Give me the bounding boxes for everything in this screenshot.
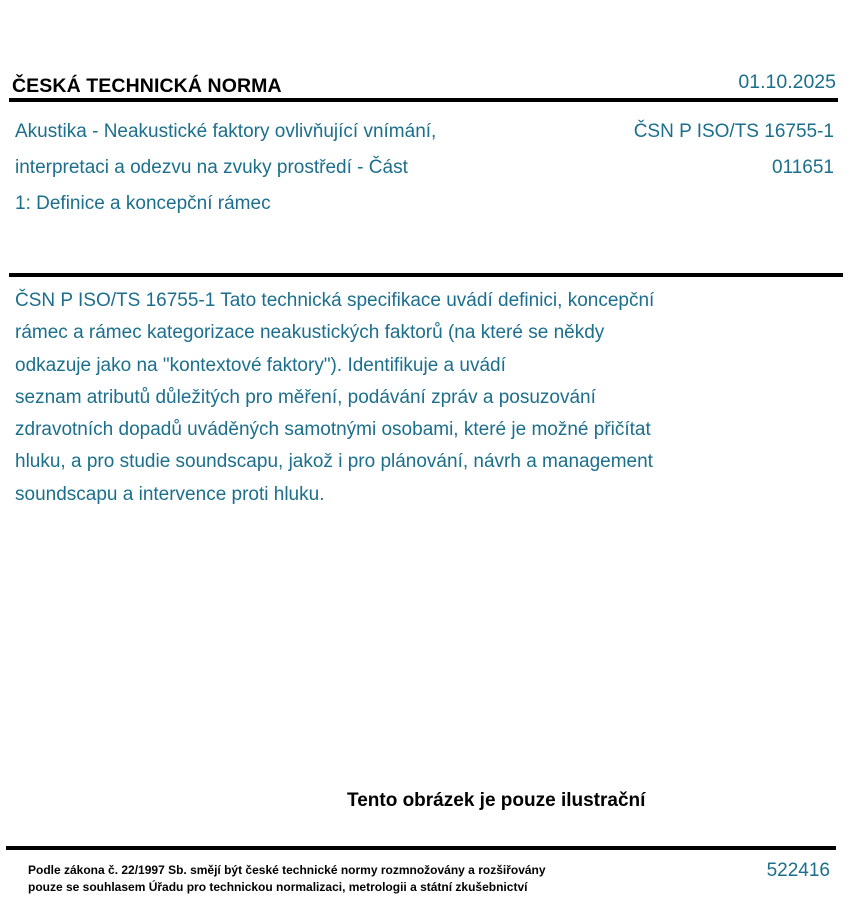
abstract-line: rámec a rámec kategorizace neakustických faktorů (na které se někdy — [15, 322, 605, 344]
abstract-line: odkazuje jako na "kontextové faktory"). Identifikuje a uvádí — [15, 354, 506, 376]
abstract-line: soundscapu a intervence proti hluku. — [15, 483, 325, 505]
abstract-line: seznam atributů důležitých pro měření, podávání zpráv a posuzování — [15, 386, 596, 408]
abstract-line: zdravotních dopadů uváděných samotnými osobami, které je možné přičítat — [15, 419, 651, 441]
standard-title — [15, 114, 515, 222]
abstract-line: ČSN P ISO/TS 16755-1 Tato technická specifikace uvádí definici, koncepční — [15, 290, 655, 311]
legal-notice — [28, 862, 546, 895]
header-divider — [9, 98, 838, 102]
footer-divider — [6, 846, 836, 850]
section-divider — [9, 273, 843, 277]
document-header-title: ČESKÁ TECHNICKÁ NORMA — [12, 75, 282, 97]
abstract-text — [15, 285, 750, 511]
publication-date: 01.10.2025 — [738, 71, 836, 93]
abstract-line: hluku, a pro studie soundscapu, jakož i pro plánování, návrh a management — [15, 451, 653, 473]
standard-title-line: Akustika - Neakustické faktory ovlivňující vnímání, — [15, 121, 437, 142]
legal-notice-line: pouze se souhlasem Úřadu pro technickou normalizaci, metrologii a státní zkušebnictví — [28, 879, 528, 894]
standard-title-line: interpretaci a odezvu na zvuky prostředí - Část — [15, 157, 408, 178]
standard-identifiers — [634, 114, 834, 186]
document-id: 522416 — [766, 860, 830, 881]
legal-notice-line: Podle zákona č. 22/1997 Sb. smějí být české technické normy rozmnožovány a rozšiřovány — [28, 863, 546, 877]
illustration-note: Tento obrázek je pouze ilustrační — [347, 790, 646, 811]
standard-title-line: 1: Definice a koncepční rámec — [15, 193, 271, 214]
catalog-number: 011651 — [772, 157, 834, 178]
standard-code: ČSN P ISO/TS 16755-1 — [633, 121, 834, 142]
